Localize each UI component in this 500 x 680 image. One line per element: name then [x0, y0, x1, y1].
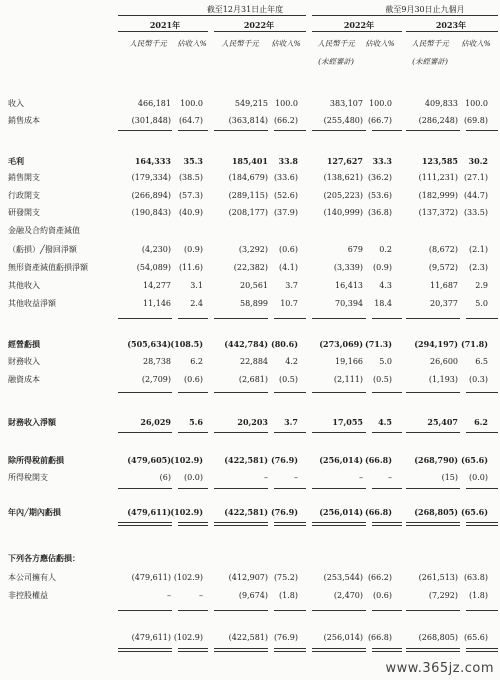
cell-value: 100.0 [275, 99, 298, 108]
cell-value: (0.3) [469, 375, 488, 384]
cell-value: (2.1) [469, 245, 488, 254]
cell-value: (22,382) [233, 263, 268, 272]
row-label: 融資成本 [8, 375, 40, 384]
cell-value: (140,999) [323, 208, 363, 217]
row-label: 經營虧損 [8, 339, 40, 349]
cell-value: (65.6) [460, 507, 488, 517]
cell-value: (76.9) [270, 507, 298, 517]
cell-value: (53.6) [367, 191, 392, 200]
cell-value: (268,805) [414, 507, 458, 517]
cell-value: (1.8) [469, 591, 488, 600]
table-row [0, 190, 500, 202]
cell-value: (1.8) [279, 591, 298, 600]
cell-value: (505,634) [127, 339, 171, 349]
header-group-fy: 截至12月31日止年度 [206, 5, 284, 14]
table-row [0, 207, 500, 219]
table-row [0, 356, 500, 368]
cell-value: – [388, 473, 392, 482]
cell-value: (11.6) [178, 263, 203, 272]
cell-value: 30.2 [468, 156, 488, 166]
cell-value: 2.9 [475, 281, 488, 290]
cell-value: (256,014) [319, 507, 363, 517]
cell-value: (2,470) [333, 591, 363, 600]
cell-value: 5.6 [189, 417, 203, 427]
cell-value: 18.4 [374, 299, 392, 308]
cell-value: (0.0) [184, 473, 203, 482]
cell-value: (363,814) [228, 116, 268, 125]
cell-value: (268,805) [418, 633, 458, 642]
cell-value: (256,014) [323, 633, 363, 642]
row-label: 財務收入淨額 [8, 417, 56, 427]
cell-value: (205,223) [323, 191, 363, 200]
cell-value: (253,544) [323, 573, 363, 582]
cell-value: (36.2) [367, 173, 392, 182]
cell-value: (8,672) [428, 245, 458, 254]
cell-value: (66.8) [364, 507, 392, 517]
cell-value: (422,581) [228, 633, 268, 642]
cell-value: 123,585 [421, 156, 458, 166]
cell-value: (7,292) [428, 591, 458, 600]
unit-rmb-4: 人民幣千元 [411, 39, 449, 48]
table-row [0, 374, 500, 386]
row-label: 行政開支 [8, 191, 40, 200]
cell-value: 35.3 [183, 156, 203, 166]
cell-value: (9,572) [428, 263, 458, 272]
cell-value: 11,687 [430, 281, 458, 290]
cell-value: (75.2) [273, 573, 298, 582]
cell-value: (63.8) [463, 573, 488, 582]
row-label: 其他收益淨額 [8, 299, 56, 308]
cell-value: (301,848) [131, 116, 171, 125]
cell-value: 22,884 [240, 357, 268, 366]
unit-pct-4: 佔收入% [461, 39, 491, 48]
cell-value: (0.5) [279, 375, 298, 384]
cell-value: (66.2) [273, 116, 298, 125]
cell-value: (0.6) [279, 245, 298, 254]
cell-value: 5.0 [475, 299, 488, 308]
cell-value: (65.6) [463, 633, 488, 642]
cell-value: 3.7 [284, 417, 298, 427]
unit-rmb-1: 人民幣千元 [129, 39, 167, 48]
cell-value: 409,833 [424, 99, 458, 108]
cell-value: 549,215 [234, 99, 268, 108]
cell-value: (4,230) [141, 245, 171, 254]
cell-value: (15) [441, 473, 458, 482]
cell-value: 185,401 [231, 156, 268, 166]
cell-value: 4.5 [378, 417, 392, 427]
cell-value: (179,334) [131, 173, 171, 182]
cell-value: (208,177) [228, 208, 268, 217]
cell-value: 3.1 [190, 281, 203, 290]
cell-value: (66.8) [367, 633, 392, 642]
cell-value: 16,413 [335, 281, 363, 290]
row-label: 其他收入 [8, 281, 40, 290]
cell-value: (64.7) [178, 116, 203, 125]
cell-value: 6.5 [475, 357, 488, 366]
cell-value: 679 [347, 245, 363, 254]
cell-value: 14,277 [143, 281, 171, 290]
cell-value: – [264, 473, 268, 482]
cell-value: (479,611) [131, 633, 171, 642]
row-label: 銷售成本 [8, 116, 40, 125]
row-label: 財務收入 [8, 357, 40, 366]
cell-value: 5.0 [379, 357, 392, 366]
cell-value: 26,029 [140, 417, 171, 427]
cell-value: 0.2 [379, 245, 392, 254]
cell-value: 466,181 [137, 99, 171, 108]
cell-value: (76.9) [270, 455, 298, 465]
cell-value: 20,561 [240, 281, 268, 290]
cell-value: (33.6) [273, 173, 298, 182]
unaudited-2: (未經審計) [412, 57, 448, 66]
cell-value: (182,999) [418, 191, 458, 200]
cell-value: 25,407 [427, 417, 458, 427]
cell-value: – [359, 473, 363, 482]
cell-value: (2,709) [141, 375, 171, 384]
cell-value: (0.0) [469, 473, 488, 482]
year-2023-9m: 2023年 [435, 20, 467, 30]
cell-value: (0.6) [184, 375, 203, 384]
cell-value: (2,111) [333, 375, 363, 384]
row-label: 收入 [8, 99, 24, 108]
cell-value: (289,115) [228, 191, 268, 200]
cell-value: 4.3 [379, 281, 392, 290]
table-row [0, 590, 500, 602]
unaudited-1: (未經審計) [318, 57, 354, 66]
cell-value: 28,738 [143, 357, 171, 366]
cell-value: (266,894) [131, 191, 171, 200]
cell-value: (4.1) [279, 263, 298, 272]
cell-value: (412,907) [228, 573, 268, 582]
cell-value: (286,248) [418, 116, 458, 125]
cell-value: (2.3) [469, 263, 488, 272]
row-label: 無形資產減值虧損淨額 [8, 263, 88, 272]
cell-value: (111,231) [418, 173, 458, 182]
cell-value: 4.2 [285, 357, 298, 366]
table-row [0, 454, 500, 466]
cell-value: (102.9) [170, 455, 203, 465]
cell-value: 164,333 [134, 156, 171, 166]
cell-value: (33.5) [463, 208, 488, 217]
cell-value: (36.8) [367, 208, 392, 217]
cell-value: (71.8) [460, 339, 488, 349]
cell-value: 33.8 [278, 156, 298, 166]
row-label: 金融及合約資產減值 [8, 226, 80, 235]
cell-value: 11,146 [143, 299, 171, 308]
cell-value: (479,611) [131, 573, 171, 582]
year-2022: 2022年 [243, 20, 275, 30]
cell-value: 70,394 [335, 299, 363, 308]
cell-value: 10.7 [280, 299, 298, 308]
cell-value: (66.8) [364, 455, 392, 465]
row-label: 非控股權益 [8, 591, 48, 600]
cell-value: (0.9) [373, 263, 392, 272]
cell-value: (261,513) [418, 573, 458, 582]
cell-value: (255,480) [323, 116, 363, 125]
cell-value: 26,600 [430, 357, 458, 366]
cell-value: (66.7) [367, 116, 392, 125]
table-row [0, 98, 500, 110]
row-label: 毛利 [8, 156, 24, 166]
header-group-9m: 截至9月30日止九個月 [385, 5, 465, 14]
row-label: 本公司擁有人 [8, 573, 56, 582]
cell-value: 100.0 [180, 99, 203, 108]
cell-value: (190,843) [131, 208, 171, 217]
cell-value: (273,069) [319, 339, 363, 349]
cell-value: (102.9) [173, 573, 203, 582]
row-label: 所得稅開支 [8, 473, 48, 482]
table-row [0, 244, 500, 256]
cell-value: (3,339) [333, 263, 363, 272]
cell-value: 33.3 [372, 156, 392, 166]
cell-value: (65.6) [460, 455, 488, 465]
cell-value: (479,611) [127, 507, 171, 517]
cell-value: (0.9) [184, 245, 203, 254]
unit-pct-3: 佔收入% [365, 39, 395, 48]
cell-value: 100.0 [369, 99, 392, 108]
table-row [0, 115, 500, 127]
cell-value: 2.4 [190, 299, 203, 308]
cell-value: (80.6) [270, 339, 298, 349]
cell-value: (66.2) [367, 573, 392, 582]
table-row [0, 632, 500, 644]
row-label: 研發開支 [8, 208, 40, 217]
cell-value: (442,784) [224, 339, 268, 349]
cell-value: (9,674) [238, 591, 268, 600]
cell-value: (256,014) [319, 455, 363, 465]
cell-value: (3,292) [238, 245, 268, 254]
table-row [0, 572, 500, 584]
cell-value: (27.1) [463, 173, 488, 182]
year-2022-9m: 2022年 [343, 20, 375, 30]
cell-value: (1,193) [428, 375, 458, 384]
cell-value: (40.9) [178, 208, 203, 217]
cell-value: 17,055 [332, 417, 363, 427]
cell-value: 6.2 [190, 357, 203, 366]
cell-value: (0.5) [373, 375, 392, 384]
row-label: 下列各方應佔虧損： [8, 553, 80, 563]
table-row [0, 280, 500, 292]
cell-value: (54,089) [136, 263, 171, 272]
cell-value: – [199, 591, 203, 600]
cell-value: (138,621) [323, 173, 363, 182]
table-row [0, 506, 500, 518]
cell-value: (69.8) [463, 116, 488, 125]
row-label: 銷售開支 [8, 173, 40, 182]
cell-value: (71.3) [364, 339, 392, 349]
unit-pct-1: 佔收入% [177, 39, 207, 48]
cell-value: (479,605) [127, 455, 171, 465]
cell-value: (422,581) [224, 507, 268, 517]
cell-value: (52.6) [273, 191, 298, 200]
cell-value: 20,377 [430, 299, 458, 308]
row-label: 除所得稅前虧損 [8, 455, 64, 465]
cell-value: (102.9) [170, 507, 203, 517]
table-row [0, 298, 500, 310]
unit-pct-2: 佔收入% [271, 39, 301, 48]
cell-value: (294,197) [414, 339, 458, 349]
unit-rmb-2: 人民幣千元 [221, 39, 259, 48]
cell-value: (57.3) [178, 191, 203, 200]
cell-value: 19,166 [335, 357, 363, 366]
unit-rmb-3: 人民幣千元 [317, 39, 355, 48]
table-row [0, 225, 500, 237]
cell-value: (44.7) [463, 191, 488, 200]
cell-value: – [294, 473, 298, 482]
table-row [0, 172, 500, 184]
cell-value: 100.0 [465, 99, 488, 108]
cell-value: (76.9) [273, 633, 298, 642]
cell-value: (0.6) [373, 591, 392, 600]
cell-value: – [167, 591, 171, 600]
table-row [0, 262, 500, 274]
cell-value: (137,372) [418, 208, 458, 217]
cell-value: (38.5) [178, 173, 203, 182]
row-label: 年內╱期內虧損 [8, 507, 61, 517]
cell-value: (102.9) [173, 633, 203, 642]
cell-value: 58,899 [240, 299, 268, 308]
cell-value: (2,681) [238, 375, 268, 384]
cell-value: (422,581) [224, 455, 268, 465]
cell-value: (268,790) [414, 455, 458, 465]
cell-value: (184,679) [228, 173, 268, 182]
table-row [0, 338, 500, 350]
cell-value: (37.9) [273, 208, 298, 217]
cell-value: 383,107 [329, 99, 363, 108]
table-row [0, 552, 500, 564]
cell-value: 6.2 [474, 417, 488, 427]
table-row [0, 472, 500, 484]
cell-value: 127,627 [326, 156, 363, 166]
cell-value: 3.7 [285, 281, 298, 290]
row-label: （虧損）╱撥回淨額 [8, 245, 77, 254]
cell-value: (108.5) [170, 339, 203, 349]
table-row [0, 416, 500, 428]
watermark: www.365jz.com [385, 661, 494, 676]
cell-value: 20,203 [237, 417, 268, 427]
cell-value: (6) [159, 473, 171, 482]
table-row [0, 155, 500, 167]
year-2021: 2021年 [149, 20, 181, 30]
